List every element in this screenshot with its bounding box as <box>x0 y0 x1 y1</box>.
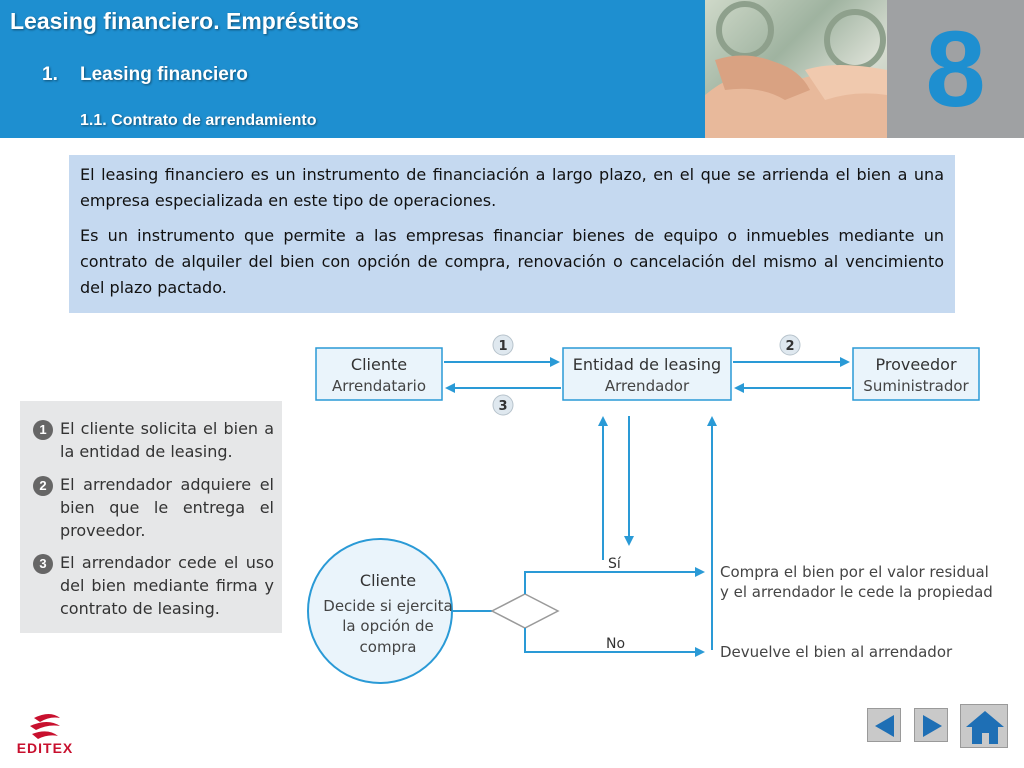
section-number: 1. <box>42 64 58 85</box>
prev-slide-button[interactable] <box>867 708 901 742</box>
right-arrow-icon <box>915 709 949 743</box>
circle-title: Cliente <box>359 571 417 590</box>
badge-3-label: 3 <box>498 399 508 414</box>
definition-paragraph-2: Es un instrumento que permite a las empresas financiar bienes de equipo o inmuebles mediante un contrato de alquiler del bien con opción de compra, renovación o cancelación del mismo al vencimiento del plazo pactado. <box>80 226 944 297</box>
badge-1-label: 1 <box>498 339 508 354</box>
subsection-heading: 1.1. Contrato de arrendamiento <box>80 112 317 129</box>
leasing-entity-title: Entidad de leasing <box>572 355 722 374</box>
step-text: El arrendador cede el uso del bien mediante firma y contrato de leasing. <box>60 553 274 618</box>
outcome-yes-line-1: Compra el bien por el valor residual <box>720 563 989 581</box>
next-slide-button[interactable] <box>914 708 948 742</box>
client-box-title: Cliente <box>350 355 408 374</box>
section-label: Leasing financiero <box>80 64 248 85</box>
circle-line-3: compra <box>359 638 417 656</box>
home-button[interactable] <box>960 704 1008 748</box>
yes-label: Sí <box>608 556 621 572</box>
client-box-subtitle: Arrendatario <box>331 377 427 395</box>
supplier-box-subtitle: Suministrador <box>863 377 969 395</box>
step-number-badge: 1 <box>33 420 53 440</box>
home-icon <box>961 705 1009 749</box>
editex-logo-mark <box>10 712 80 742</box>
slide-title: Leasing financiero. Empréstitos <box>10 8 359 34</box>
outcome-yes-line-2: y el arrendador le cede la propiedad <box>720 583 993 601</box>
step-number-badge: 3 <box>33 554 53 574</box>
editex-logo <box>10 712 80 762</box>
left-arrow-icon <box>868 709 902 743</box>
step-text: El cliente solicita el bien a la entidad de leasing. <box>60 419 274 461</box>
supplier-box-title: Proveedor <box>875 355 957 374</box>
step-text: El arrendador adquiere el bien que le entrega el proveedor. <box>60 475 274 540</box>
badge-2-label: 2 <box>785 339 795 354</box>
no-label: No <box>606 636 626 652</box>
circle-line-2: la opción de <box>342 617 434 635</box>
outcome-no: Devuelve el bien al arrendador <box>720 643 953 661</box>
step-number-badge: 2 <box>33 476 53 496</box>
leasing-entity-subtitle: Arrendador <box>604 377 690 395</box>
chapter-number: 8 <box>925 8 986 129</box>
definition-paragraph-1: El leasing financiero es un instrumento de financiación a largo plazo, en el que se arrienda el bien a una empresa especializada en este tipo de operaciones. <box>80 165 944 210</box>
yes-branch-arrow <box>525 572 703 594</box>
decision-diamond <box>492 594 558 628</box>
circle-line-1: Decide si ejercita <box>323 597 453 615</box>
editex-logo-text: EDITEX <box>16 740 74 756</box>
